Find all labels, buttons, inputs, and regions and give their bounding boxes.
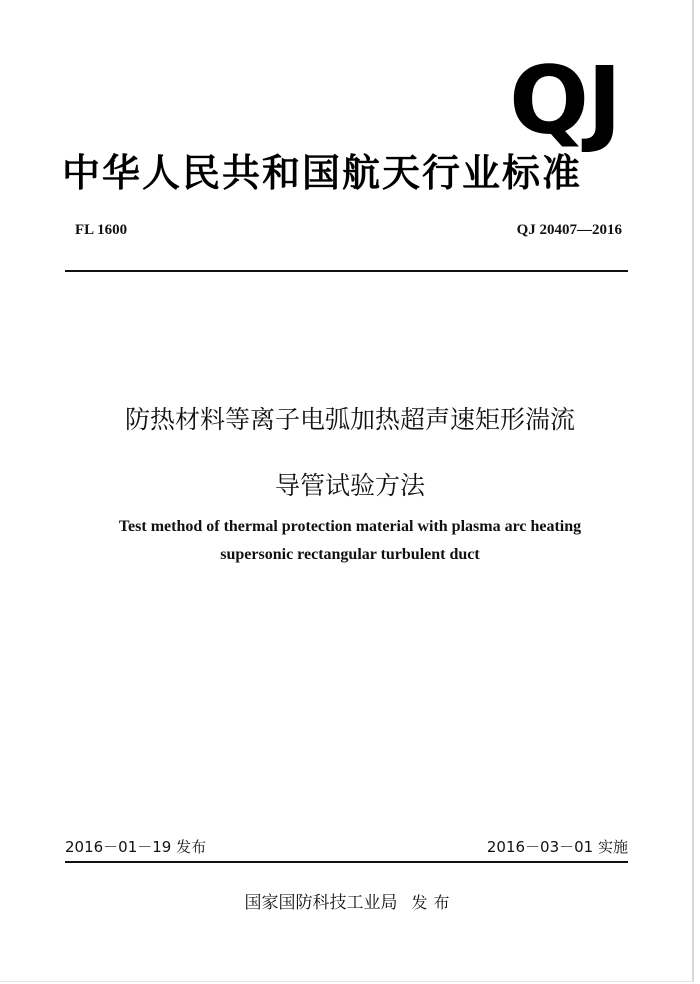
title-cn-line1: 防热材料等离子电弧加热超声速矩形湍流 xyxy=(124,405,575,434)
title-en-line1: Test method of thermal protection material with plasma arc heating xyxy=(118,518,582,535)
publisher-line xyxy=(0,888,700,913)
footer-divider xyxy=(65,861,628,863)
qj-logo: QJ xyxy=(509,47,620,156)
classification-code: FL 1600 xyxy=(75,222,128,238)
implementation-date: 2016－03－01 实施 xyxy=(486,838,628,856)
publish-word: 发布 xyxy=(411,893,456,912)
publisher-name: 国家国防科技工业局 xyxy=(244,893,398,913)
standard-number: QJ 20407—2016 xyxy=(516,222,622,238)
title-en-line2: supersonic rectangular turbulent duct xyxy=(220,546,480,563)
title-cn-line2: 导管试验方法 xyxy=(274,471,425,500)
issue-date: 2016－01－19 发布 xyxy=(65,838,207,856)
org-title: 中华人民共和国航天行业标准 xyxy=(62,151,583,195)
header-divider xyxy=(65,270,628,272)
